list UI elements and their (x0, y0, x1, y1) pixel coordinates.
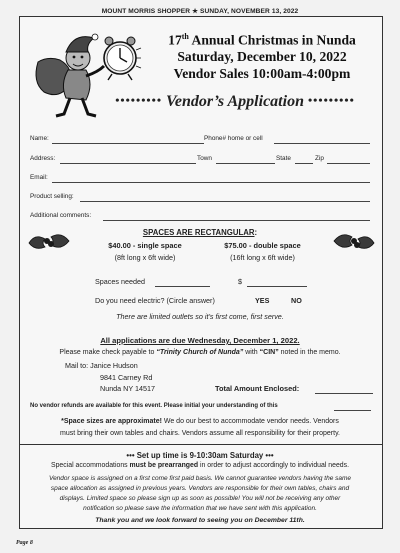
payable-instructions: Please make check payable to “Trinity Church of Nunda” with “CIN” noted in the memo. (59, 349, 341, 356)
address-label: Address: (30, 155, 56, 162)
name-label: Name: (30, 135, 49, 142)
double-space-size: (16ft long x 6ft wide) (230, 253, 295, 262)
address-field[interactable] (60, 163, 196, 164)
state-label: State (276, 155, 291, 162)
electric-no-option[interactable]: NO (291, 296, 302, 305)
email-field[interactable] (52, 182, 370, 183)
space-approximate-note: *Space sizes are approximate! We do our best to accommodate vendor needs. Vendors (61, 418, 339, 425)
vendor-application-title: ••••••••• Vendor’s Application ••••••••• (115, 93, 355, 110)
product-label: Product selling: (30, 193, 74, 200)
mail-street: 9841 Carney Rd (100, 373, 153, 382)
spaces-heading: SPACES ARE RECTANGULAR: (142, 228, 258, 237)
assignment-note-line3: displays. Limited space so please sign up as soon as possible! You will not be receiving any other (59, 495, 341, 502)
holly-left-icon (27, 229, 71, 253)
tables-chairs-note: must bring their own tables and chairs. Vendors assume all responsibility for their property. (59, 430, 340, 437)
thank-you-note: Thank you and we look forward to seeing you on December 11th. (95, 517, 305, 524)
electric-yes-option[interactable]: YES (255, 296, 270, 305)
total-enclosed-field[interactable] (315, 393, 373, 394)
name-field[interactable] (52, 143, 204, 144)
annual-title: 17th Annual Christmas in Nunda (168, 32, 356, 48)
limited-outlets-note: There are limited outlets so it’s first come, first serve. (116, 312, 284, 321)
assignment-note-line2: space allocation as assigned in previous years. Vendors are responsible for their own tables, chairs and (50, 485, 350, 492)
page-header: MOUNT MORRIS SHOPPER ★ SUNDAY, NOVEMBER 13, 2022 (101, 8, 299, 15)
zip-label: Zip (315, 155, 324, 162)
electric-question: Do you need electric? (Circle answer) (95, 296, 215, 305)
state-field[interactable] (295, 163, 313, 164)
assignment-note-line1: Vendor space is assigned on a first come first paid basis. We cannot guarantee vendors having the same (48, 475, 352, 482)
town-label: Town (197, 155, 212, 162)
product-field[interactable] (80, 201, 370, 202)
single-space-price: $40.00 - single space (108, 241, 182, 250)
refund-policy: No vendor refunds are available for this event. Please initial your understanding of this (30, 403, 278, 409)
page-number: Page 8 (16, 540, 33, 546)
amount-field[interactable] (247, 286, 307, 287)
total-enclosed-label: Total Amount Enclosed: (215, 384, 300, 393)
special-accommodations-note: Special accommodations must be prearranged in order to adjust accordingly to individual needs. (51, 462, 349, 469)
zip-field[interactable] (327, 163, 370, 164)
double-space-price: $75.00 - double space (224, 241, 301, 250)
town-field[interactable] (216, 163, 275, 164)
phone-label: Phone# home or cell (204, 135, 263, 142)
mail-to-name: Mail to: Janice Hudson (65, 361, 138, 370)
section-divider (19, 444, 383, 445)
spaces-needed-field[interactable] (155, 286, 210, 287)
refund-initial-field[interactable] (334, 410, 371, 411)
comments-field[interactable] (103, 220, 370, 221)
vendor-sales-hours: Vendor Sales 10:00am-4:00pm (173, 66, 351, 81)
comments-label: Additional comments: (30, 212, 92, 219)
assignment-note-line4: notification so please save the information that we have sent with this application. (83, 505, 317, 512)
setup-time-heading: ••• Set up time is 9-10:30am Saturday ••• (126, 451, 274, 460)
dollar-sign: $ (238, 277, 242, 286)
due-date-heading: All applications are due Wednesday, December 1, 2022. (100, 336, 300, 345)
event-date: Saturday, December 10, 2022 (177, 49, 347, 64)
phone-field[interactable] (274, 143, 370, 144)
mail-city: Nunda NY 14517 (100, 384, 156, 393)
spaces-needed-label: Spaces needed (95, 277, 145, 286)
email-label: Email: (30, 174, 48, 181)
single-space-size: (8ft long x 6ft wide) (114, 253, 176, 262)
holly-right-icon (332, 229, 376, 253)
